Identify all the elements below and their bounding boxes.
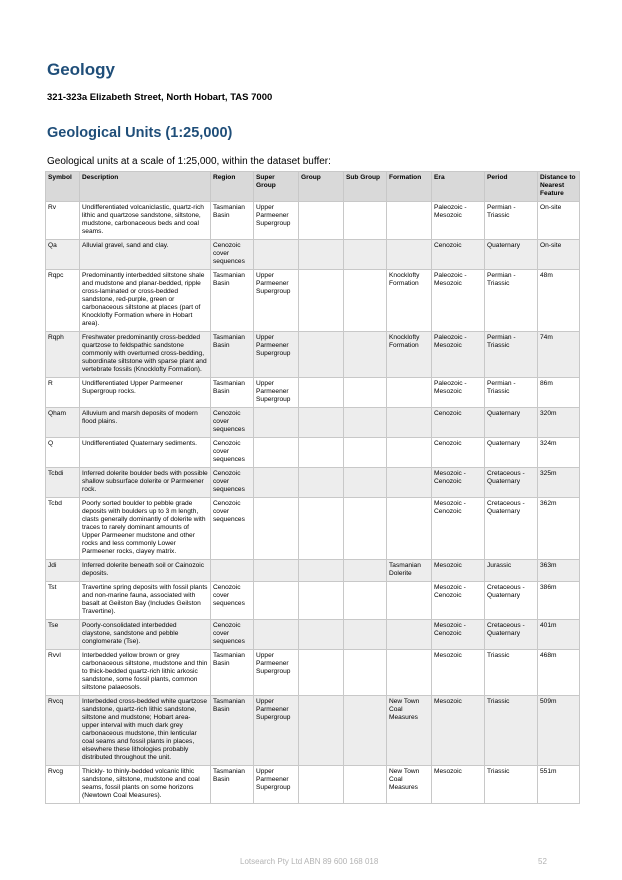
cell-symbol: Rvcg	[46, 766, 80, 804]
cell-sub-group	[344, 332, 387, 378]
cell-era: Mesozoic - Cenozoic	[432, 468, 485, 498]
cell-symbol: Qham	[46, 408, 80, 438]
cell-super-group: Upper Parmeener Supergroup	[254, 378, 299, 408]
cell-group	[299, 332, 344, 378]
cell-region: Tasmanian Basin	[211, 332, 254, 378]
cell-formation: Tasmanian Dolerite	[387, 560, 432, 582]
cell-super-group: Upper Parmeener Supergroup	[254, 766, 299, 804]
cell-era: Mesozoic - Cenozoic	[432, 582, 485, 620]
cell-region: Cenozoic cover sequences	[211, 620, 254, 650]
cell-distance: 362m	[538, 498, 580, 560]
cell-distance: 401m	[538, 620, 580, 650]
cell-period: Cretaceous - Quaternary	[485, 620, 538, 650]
cell-description: Interbedded yellow brown or grey carbonaceous siltstone, mudstone and thin to thick-bedded quartz-rich lithic arkosic sandstone, some fossil plants, common siltstone palaeosols.	[80, 650, 211, 696]
cell-description: Inferred dolerite boulder beds with possible shallow subsurface dolerite or Parmeener rock.	[80, 468, 211, 498]
page-title: Geology	[47, 60, 116, 79]
cell-period: Jurassic	[485, 560, 538, 582]
cell-era: Paleozoic - Mesozoic	[432, 332, 485, 378]
table-row	[46, 620, 580, 650]
cell-sub-group	[344, 650, 387, 696]
column-header-distance: Distance to Nearest Feature	[538, 172, 580, 202]
cell-formation: Knocklofty Formation	[387, 270, 432, 332]
cell-symbol: Rvcq	[46, 696, 80, 766]
cell-era: Paleozoic - Mesozoic	[432, 270, 485, 332]
cell-group	[299, 582, 344, 620]
cell-sub-group	[344, 696, 387, 766]
cell-symbol: Q	[46, 438, 80, 468]
cell-description: Inferred dolerite beneath soil or Cainozoic deposits.	[80, 560, 211, 582]
cell-era: Cenozoic	[432, 240, 485, 270]
column-header-period: Period	[485, 172, 538, 202]
cell-era: Mesozoic - Cenozoic	[432, 498, 485, 560]
cell-formation	[387, 620, 432, 650]
cell-description: Interbedded cross-bedded white quartzose sandstone, quartz-rich lithic sandstone, siltstone and mudstone; Hobart area- upper interval with much dark grey carbonaceous mudstone, thin lenticular coal seams and fossil plants in places, elsewhere these lithologies probably distributed throughout the unit.	[80, 696, 211, 766]
cell-formation	[387, 650, 432, 696]
cell-period: Triassic	[485, 766, 538, 804]
cell-era: Paleozoic - Mesozoic	[432, 378, 485, 408]
cell-symbol: Rqpc	[46, 270, 80, 332]
cell-group	[299, 560, 344, 582]
cell-region: Cenozoic cover sequences	[211, 498, 254, 560]
cell-super-group: Upper Parmeener Supergroup	[254, 202, 299, 240]
cell-period: Quaternary	[485, 438, 538, 468]
cell-description: Undifferentiated volcaniclastic, quartz-rich lithic and quartzose sandstone, siltstone, mudstone, carbonaceous beds and coal seams.	[80, 202, 211, 240]
cell-distance: 74m	[538, 332, 580, 378]
cell-era: Mesozoic	[432, 766, 485, 804]
table-row	[46, 766, 580, 804]
cell-group	[299, 438, 344, 468]
table-body	[46, 202, 580, 804]
cell-description: Travertine spring deposits with fossil plants and non-marine fauna, associated with basalt at Geilston Bay (Includes Geilston Travertine).	[80, 582, 211, 620]
table-row	[46, 240, 580, 270]
table-row	[46, 438, 580, 468]
cell-symbol: Rqph	[46, 332, 80, 378]
cell-group	[299, 270, 344, 332]
cell-era: Mesozoic	[432, 560, 485, 582]
cell-description: Freshwater predominantly cross-bedded quartzose to feldspathic sandstone commonly with overturned cross-bedding, subordinate siltstone with sparse plant and vertebrate fossils (Knocklofty Formation).	[80, 332, 211, 378]
table-row	[46, 498, 580, 560]
cell-region: Cenozoic cover sequences	[211, 582, 254, 620]
cell-formation	[387, 582, 432, 620]
cell-period: Triassic	[485, 696, 538, 766]
column-header-group: Group	[299, 172, 344, 202]
cell-super-group	[254, 582, 299, 620]
cell-symbol: Tcbd	[46, 498, 80, 560]
cell-period: Triassic	[485, 650, 538, 696]
column-header-region: Region	[211, 172, 254, 202]
cell-symbol: Qa	[46, 240, 80, 270]
cell-distance: 86m	[538, 378, 580, 408]
cell-distance: 386m	[538, 582, 580, 620]
column-header-sub-group: Sub Group	[344, 172, 387, 202]
cell-sub-group	[344, 270, 387, 332]
cell-group	[299, 408, 344, 438]
cell-formation	[387, 408, 432, 438]
cell-era: Cenozoic	[432, 408, 485, 438]
cell-sub-group	[344, 378, 387, 408]
cell-sub-group	[344, 498, 387, 560]
column-header-era: Era	[432, 172, 485, 202]
cell-description: Alluvium and marsh deposits of modern flood plains.	[80, 408, 211, 438]
column-header-formation: Formation	[387, 172, 432, 202]
cell-region: Tasmanian Basin	[211, 766, 254, 804]
cell-period: Cretaceous - Quaternary	[485, 582, 538, 620]
cell-super-group: Upper Parmeener Supergroup	[254, 696, 299, 766]
cell-period: Permian - Triassic	[485, 378, 538, 408]
table-row	[46, 270, 580, 332]
cell-region: Cenozoic cover sequences	[211, 240, 254, 270]
cell-sub-group	[344, 438, 387, 468]
cell-sub-group	[344, 560, 387, 582]
cell-symbol: Jdi	[46, 560, 80, 582]
cell-era: Mesozoic	[432, 696, 485, 766]
cell-period: Permian - Triassic	[485, 202, 538, 240]
cell-distance: 363m	[538, 560, 580, 582]
table-row	[46, 408, 580, 438]
cell-distance: On-site	[538, 202, 580, 240]
cell-group	[299, 240, 344, 270]
cell-description: Poorly sorted boulder to pebble grade deposits with boulders up to 3 m length, clasts generally dominantly of dolerite with traces to rarely dominant amounts of Upper Parmeener mudstone and other rocks and less commonly Lower Parmeener rocks, clayey matrix.	[80, 498, 211, 560]
cell-description: Alluvial gravel, sand and clay.	[80, 240, 211, 270]
cell-symbol: Rvvl	[46, 650, 80, 696]
section-title: Geological Units (1:25,000)	[47, 125, 233, 141]
column-header-description: Description	[80, 172, 211, 202]
cell-formation: Knocklofty Formation	[387, 332, 432, 378]
cell-formation	[387, 378, 432, 408]
cell-distance: 320m	[538, 408, 580, 438]
cell-group	[299, 766, 344, 804]
cell-group	[299, 468, 344, 498]
cell-era: Mesozoic	[432, 650, 485, 696]
cell-region: Cenozoic cover sequences	[211, 468, 254, 498]
cell-formation: New Town Coal Measures	[387, 766, 432, 804]
cell-region	[211, 560, 254, 582]
cell-symbol: Tse	[46, 620, 80, 650]
column-header-super-group: Super Group	[254, 172, 299, 202]
cell-distance: 48m	[538, 270, 580, 332]
cell-group	[299, 650, 344, 696]
table-row	[46, 650, 580, 696]
cell-region: Cenozoic cover sequences	[211, 408, 254, 438]
cell-symbol: Rv	[46, 202, 80, 240]
cell-period: Cretaceous - Quaternary	[485, 498, 538, 560]
cell-era: Cenozoic	[432, 438, 485, 468]
cell-distance: 468m	[538, 650, 580, 696]
cell-super-group: Upper Parmeener Supergroup	[254, 270, 299, 332]
cell-super-group	[254, 240, 299, 270]
cell-formation: New Town Coal Measures	[387, 696, 432, 766]
cell-symbol: R	[46, 378, 80, 408]
cell-distance: 324m	[538, 438, 580, 468]
cell-group	[299, 498, 344, 560]
cell-era: Paleozoic - Mesozoic	[432, 202, 485, 240]
cell-symbol: Tst	[46, 582, 80, 620]
cell-super-group: Upper Parmeener Supergroup	[254, 332, 299, 378]
cell-formation	[387, 240, 432, 270]
table-row	[46, 202, 580, 240]
geological-units-table	[45, 171, 580, 804]
cell-group	[299, 620, 344, 650]
cell-super-group	[254, 438, 299, 468]
footer-company: Lotsearch Pty Ltd ABN 89 600 168 018	[240, 857, 379, 866]
cell-sub-group	[344, 582, 387, 620]
table-row	[46, 378, 580, 408]
cell-period: Permian - Triassic	[485, 270, 538, 332]
cell-description: Predominantly interbedded siltstone shale and mudstone and planar-bedded, ripple cross-laminated or cross-bedded sandstone, red-purple, green or carbonaceous siltstone at places (part of Knocklofty Formation where in Hobart area).	[80, 270, 211, 332]
cell-period: Quaternary	[485, 240, 538, 270]
cell-region: Cenozoic cover sequences	[211, 438, 254, 468]
cell-distance: 551m	[538, 766, 580, 804]
cell-region: Tasmanian Basin	[211, 270, 254, 332]
cell-period: Permian - Triassic	[485, 332, 538, 378]
cell-period: Cretaceous - Quaternary	[485, 468, 538, 498]
cell-sub-group	[344, 766, 387, 804]
cell-era: Mesozoic - Cenozoic	[432, 620, 485, 650]
cell-sub-group	[344, 408, 387, 438]
cell-sub-group	[344, 240, 387, 270]
cell-super-group	[254, 620, 299, 650]
table-row	[46, 696, 580, 766]
cell-distance: 325m	[538, 468, 580, 498]
cell-region: Tasmanian Basin	[211, 202, 254, 240]
table-row	[46, 560, 580, 582]
cell-formation	[387, 468, 432, 498]
cell-symbol: Tcbdi	[46, 468, 80, 498]
cell-formation	[387, 438, 432, 468]
cell-super-group	[254, 468, 299, 498]
cell-description: Undifferentiated Quaternary sediments.	[80, 438, 211, 468]
cell-group	[299, 202, 344, 240]
cell-group	[299, 696, 344, 766]
footer-page-number: 52	[538, 857, 547, 866]
table-header-row	[46, 172, 580, 202]
cell-period: Quaternary	[485, 408, 538, 438]
cell-formation	[387, 498, 432, 560]
cell-description: Undifferentiated Upper Parmeener Supergroup rocks.	[80, 378, 211, 408]
site-address: 321-323a Elizabeth Street, North Hobart, TAS 7000	[47, 92, 273, 103]
cell-description: Poorly-consolidated interbedded claystone, sandstone and pebble conglomerate (Tse).	[80, 620, 211, 650]
cell-region: Tasmanian Basin	[211, 696, 254, 766]
cell-formation	[387, 202, 432, 240]
section-intro: Geological units at a scale of 1:25,000, within the dataset buffer:	[47, 156, 331, 167]
table-row	[46, 468, 580, 498]
cell-region: Tasmanian Basin	[211, 378, 254, 408]
cell-sub-group	[344, 202, 387, 240]
cell-super-group	[254, 408, 299, 438]
cell-distance: On-site	[538, 240, 580, 270]
cell-group	[299, 378, 344, 408]
cell-super-group	[254, 498, 299, 560]
cell-distance: 509m	[538, 696, 580, 766]
cell-super-group: Upper Parmeener Supergroup	[254, 650, 299, 696]
column-header-symbol: Symbol	[46, 172, 80, 202]
cell-sub-group	[344, 468, 387, 498]
table-row	[46, 332, 580, 378]
cell-region: Tasmanian Basin	[211, 650, 254, 696]
cell-sub-group	[344, 620, 387, 650]
cell-description: Thickly- to thinly-bedded volcanic lithic sandstone, siltstone, mudstone and coal seams, fossil plants on some horizons (Newtown Coal Measures).	[80, 766, 211, 804]
table-row	[46, 582, 580, 620]
cell-super-group	[254, 560, 299, 582]
